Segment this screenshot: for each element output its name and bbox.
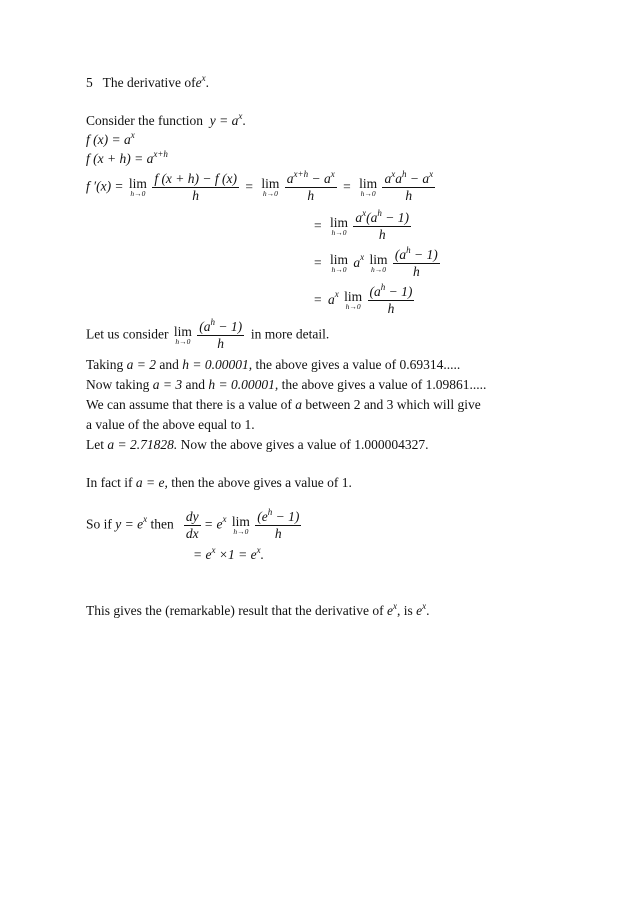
intro-line: Consider the function $y = a^x$. bbox=[86, 110, 246, 128]
derivative-row-2: = lim h→0 $\frac{a^x(a^h - 1)}{h}$ bbox=[314, 207, 409, 242]
taking-line-1: Taking a = 2 and h = 0.00001, the above gives a value of 0.69314..... bbox=[86, 357, 461, 372]
derivative-row-3: = lim h→0 $a^x$ lim h→0 $\frac{(a^h - 1)}{h}$ bbox=[314, 244, 438, 279]
difference-quotient: $\frac{f (x + h) - f (x)}{h}$ bbox=[154, 171, 237, 203]
assume-line-1: We can assume that there is a value of a between 2 and 3 which will give bbox=[86, 397, 481, 412]
fxh-line: f $(x + h) = a^{x+h}$ bbox=[86, 148, 168, 166]
so-if-result-line: = $e^x \times 1 = e^x$. bbox=[193, 544, 264, 562]
consider-line: Let us consider lim h→0 $\frac{(a^h - 1)}{h}$ in more detail. bbox=[86, 316, 330, 351]
assume-line-2: a value of the above equal to 1. bbox=[86, 417, 255, 432]
let-a-line: Let a = 2.71828. Now the above gives a value of 1.000004327. bbox=[86, 437, 429, 452]
derivative-row-4: = $a^x$ lim h→0 $\frac{(a^h - 1)}{h}$ bbox=[314, 281, 413, 316]
conclusion-line: This gives the (remarkable) result that the derivative of $e^x$, is $e^x$. bbox=[86, 600, 430, 618]
in-fact-line: In fact if a = e, then the above gives a value of 1. bbox=[86, 475, 352, 490]
so-if-line: So if $y = e^x$ then $\frac{dy}{dx}$ = $e^x$ lim h→0 $\frac{(e^h - 1)}{h}$ bbox=[86, 506, 300, 541]
fx-line: f $(x) = a^x$ bbox=[86, 129, 135, 147]
taking-line-2: Now taking a = 3 and h = 0.00001, the above gives a value of 1.09861..... bbox=[86, 377, 487, 392]
section-heading: 5 The derivative ofe$^x$. bbox=[86, 72, 209, 90]
derivative-row-1: f ′(x) = lim h→0 $\frac{f (x + h) - f (x)}{h}$ = lim h→0 $\frac{a^{x+h} - a^x}{h}$ = lim h→0 $\frac{a^xa^h - a^x}{h}$ bbox=[86, 168, 434, 203]
